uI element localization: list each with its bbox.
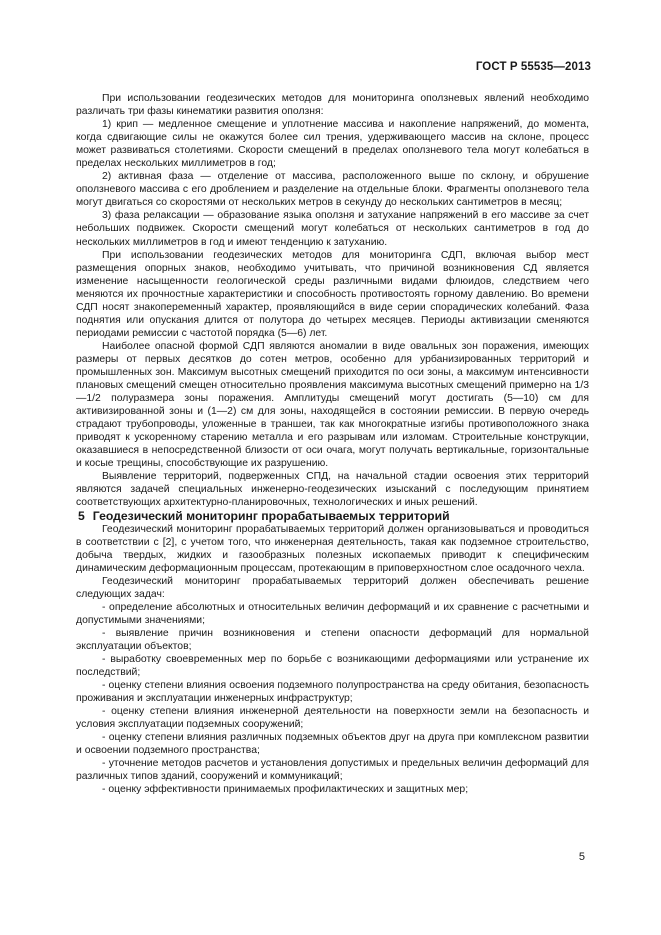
page-number: 5 bbox=[578, 851, 585, 863]
paragraph: При использовании геодезических методов для мониторинга СДП, включая выбор мест размещения опорных знаков, необходимо учитывать, что причиной возникновения СД является изменение насыщенности геологической среды различными видами флюидов, следствием чего меняются их прочностные характеристики и способность противостоять горному давлению. Во времени СДП носят знакопеременный характер, проявляющийся в виде серии спорадических колебаний. Фаза поднятия или опускания длится от полутора до четырех месяцев. Периоды активизации сменяются периодами ремиссии с частотой порядка (5—6) лет. bbox=[76, 249, 589, 339]
section-number: 5 bbox=[78, 508, 85, 523]
list-item: - оценку степени влияния освоения подземного полупространства на среду обитания, безопасность проживания и эксплуатации инженерных инфраструктур; bbox=[76, 680, 589, 705]
list-item: - выявление причин возникновения и степени опасности деформаций для нормальной эксплуатации объектов; bbox=[76, 627, 589, 652]
list-item: - определение абсолютных и относительных величин деформаций и их сравнение с расчетными и допустимыми значениями; bbox=[76, 601, 589, 626]
paragraph: Выявление территорий, подверженных СПД, на начальной стадии освоения этих территорий являются задачей специальных инженерно-геодезических изысканий с последующим принятием соответствующих архитектурно-планировочных, технологических и иных решений. bbox=[76, 471, 589, 509]
list-item: - уточнение методов расчетов и установления допустимых и предельных величин деформаций для различных типов зданий, сооружений и коммуникаций; bbox=[76, 758, 589, 783]
paragraph: Геодезический мониторинг прорабатываемых территорий должен обеспечивать решение следующих задач: bbox=[76, 575, 589, 600]
list-item: - выработку своевременных мер по борьбе с возникающими деформациями или устранение их последствий; bbox=[76, 654, 589, 679]
paragraph: Геодезический мониторинг прорабатываемых территорий должен организовываться и проводиться в соответствии с [2], с учетом того, что инженерная деятельность, такая как подземное строительство, добыча твердых, жидких и газообразных полезных ископаемых приводит к специфическим динамическим деформационным процессам, протекающим в приповерхностном слое осадочного чехла. bbox=[76, 523, 589, 574]
list-item: 3) фаза релаксации — образование языка оползня и затухание напряжений в его массиве за счет небольших подвижек. Скорости смещений могут колебаться от нескольких сантиметров в год до нескольких миллиметров в год и имеют тенденцию к затуханию. bbox=[76, 210, 589, 248]
list-item: - оценку степени влияния инженерной деятельности на поверхности земли на безопасность и условия эксплуатации подземных сооружений; bbox=[76, 706, 589, 731]
list-item: 1) крип — медленное смещение и уплотнение массива и накопление напряжений, до момента, когда сдвигающие силы не окажутся более сил трения, удерживающего массив на склоне, процесс может развиваться столетиями. Скорости смещений в пределах оползневого тела могут колебаться в пределах нескольких миллиметров в год; bbox=[76, 119, 589, 170]
list-item: 2) активная фаза — отделение от массива, расположенного выше по склону, и обрушение оползневого массива с его дроблением и разделение на отдельные блоки. Фрагменты оползневого тела могут двигаться со скоростями от нескольких метров в секунду до нескольких сантиметров в месяц; bbox=[76, 171, 589, 209]
paragraph: Наиболее опасной формой СДП являются аномалии в виде овальных зон поражения, имеющих размеры от первых десятков до сотен метров, особенно для урбанизированных территорий и промышленных зон. Максимум высотных смещений приходится по оси зоны, а максимум интенсивности плановых смещений смещен относительно проявления максимума высотных смещений примерно на 1/3—1/2 полуразмера зоны поражения. Амплитуды смещений могут достигать (5—10) см для активизированной зоны и (1—2) см для зоны, находящейся в состоянии ремиссии. В первую очередь страдают трубопроводы, уложенные в траншеи, так как многократные изгибы противоположного знака приводят к ускоренному старению металла и его разрывам или изломам. Строительные конструкции, оказавшиеся в непосредственной близости от оси очага, могут получать вертикальные, горизонтальные и косые трещины, способствующие их разрушению. bbox=[76, 340, 589, 470]
list-item: - оценку эффективности принимаемых профилактических и защитных мер; bbox=[102, 784, 469, 796]
document-body bbox=[76, 92, 589, 797]
list-item: - оценку степени влияния различных подземных объектов друг на друга при комплексном развитии и освоении подземного пространства; bbox=[76, 732, 589, 757]
paragraph: При использовании геодезических методов для мониторинга оползневых явлений необходимо различать три фазы кинематики развития оползня: bbox=[76, 93, 589, 118]
document-header: ГОСТ Р 55535—2013 bbox=[475, 61, 591, 73]
section-title: Геодезический мониторинг прорабатываемых территорий bbox=[92, 508, 450, 523]
section-heading bbox=[76, 510, 589, 523]
